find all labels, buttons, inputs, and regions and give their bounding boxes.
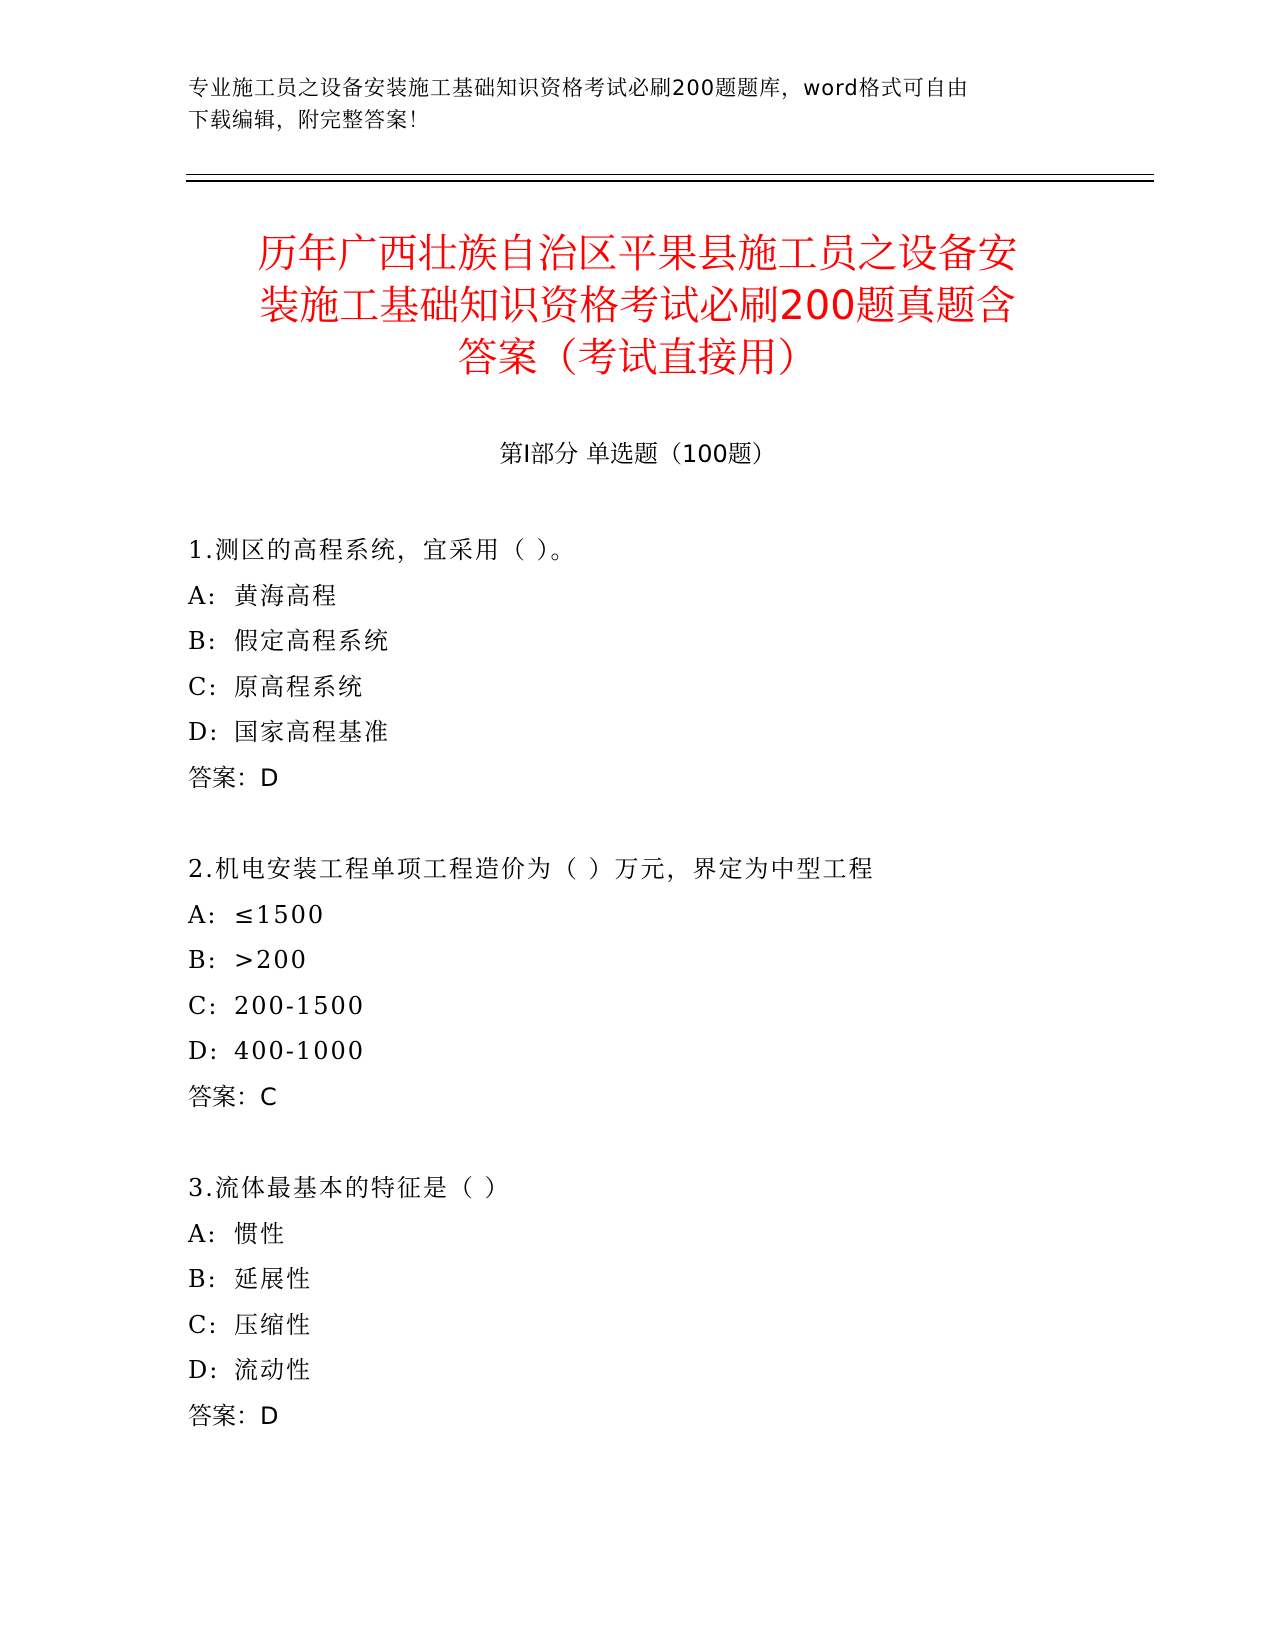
option-key: D: — [188, 1037, 220, 1065]
header-divider-thick — [186, 180, 1154, 182]
option-key: A: — [188, 1219, 218, 1248]
option-text: >200 — [234, 946, 308, 974]
option-key: D: — [188, 1356, 220, 1384]
option-text: 400-1000 — [234, 1037, 365, 1065]
option-key: A: — [188, 581, 218, 610]
header-note-line-1: 专业施工员之设备安装施工基础知识资格考试必刷200题题库，word格式可自由 — [188, 76, 969, 100]
header-note — [188, 72, 1088, 136]
question-stem: 2.机电安装工程单项工程造价为（ ）万元，界定为中型工程 — [188, 855, 875, 883]
question-stem: 3.流体最基本的特征是（ ） — [188, 1174, 511, 1202]
option-a — [188, 1212, 1148, 1258]
option-text: 惯性 — [234, 1219, 286, 1248]
document-title-line-2: 装施工基础知识资格考试必刷200题真题含 — [259, 283, 1016, 329]
option-key: C: — [188, 672, 219, 701]
question-3 — [188, 1166, 1148, 1439]
option-c — [188, 1303, 1148, 1349]
option-key: C: — [188, 991, 219, 1020]
option-text: 压缩性 — [234, 1310, 312, 1339]
document-title-line-3: 答案（考试直接用） — [457, 335, 818, 381]
option-text: 假定高程系统 — [234, 627, 390, 655]
option-text: 200-1500 — [234, 991, 365, 1020]
option-text: 黄海高程 — [234, 581, 338, 610]
option-key: C: — [188, 1310, 219, 1339]
option-c — [188, 665, 1148, 711]
option-key: B: — [188, 627, 218, 655]
answer-line: 答案：C — [188, 1082, 277, 1111]
option-text: 国家高程基准 — [234, 718, 390, 746]
header-note-line-2: 下载编辑，附完整答案！ — [188, 108, 430, 132]
document-title — [190, 228, 1085, 384]
option-d — [188, 1348, 1148, 1394]
option-key: B: — [188, 1265, 218, 1293]
question-1 — [188, 528, 1148, 801]
header-divider-thin — [186, 174, 1154, 175]
option-a — [188, 893, 1148, 939]
option-b — [188, 938, 1148, 984]
option-b — [188, 1257, 1148, 1303]
option-c — [188, 984, 1148, 1030]
option-text: 原高程系统 — [234, 672, 364, 701]
option-b — [188, 619, 1148, 665]
option-text: 流动性 — [234, 1356, 312, 1384]
option-a — [188, 574, 1148, 620]
section-title: 第Ⅰ部分 单选题（100题） — [499, 440, 776, 468]
option-key: A: — [188, 900, 218, 929]
question-2 — [188, 847, 1148, 1120]
option-text: ≤1500 — [234, 900, 326, 929]
document-title-line-1: 历年广西壮族自治区平果县施工员之设备安 — [257, 231, 1018, 277]
option-text: 延展性 — [234, 1265, 312, 1293]
answer-line: 答案：D — [188, 763, 279, 792]
option-d — [188, 710, 1148, 756]
question-stem: 1.测区的高程系统，宜采用（ ）。 — [188, 536, 577, 564]
question-list — [188, 528, 1148, 1485]
option-key: B: — [188, 946, 218, 974]
answer-line: 答案：D — [188, 1401, 279, 1430]
option-d — [188, 1029, 1148, 1075]
option-key: D: — [188, 718, 220, 746]
